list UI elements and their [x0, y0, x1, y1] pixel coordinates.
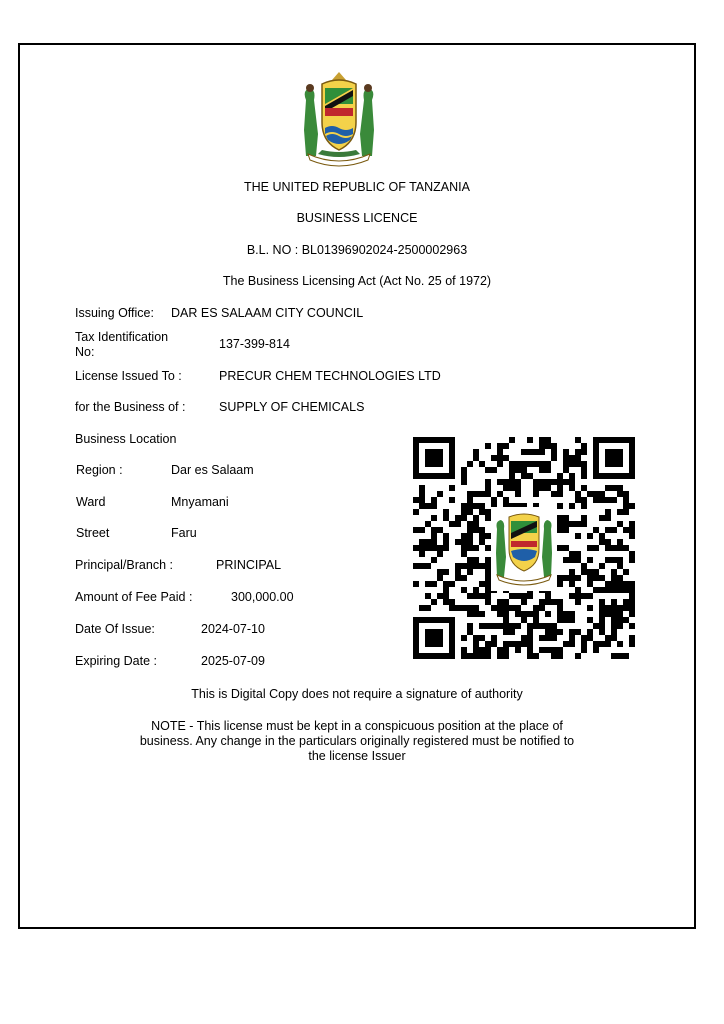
principal-branch-value: PRINCIPAL [216, 558, 282, 572]
principal-branch-label: Principal/Branch : [75, 558, 173, 572]
ward-value: Mnyamani [171, 495, 229, 509]
document-title: BUSINESS LICENCE [296, 211, 418, 225]
issuing-office-label: Issuing Office: [75, 306, 154, 320]
fee-paid-label: Amount of Fee Paid : [75, 590, 193, 604]
fee-paid-value: 300,000.00 [231, 590, 294, 604]
tin-value: 137-399-814 [219, 337, 290, 351]
bl-number: B.L. NO : BL01396902024-2500002963 [246, 243, 468, 257]
issued-to-label: License Issued To : [75, 369, 182, 383]
country-title: THE UNITED REPUBLIC OF TANZANIA [244, 180, 470, 194]
ward-label: Ward [76, 495, 106, 509]
licence-note: NOTE - This license must be kept in a conspicuous position at the place of business. Any change in the particulars originally registered must be notified to the license Issuer [139, 719, 575, 763]
business-of-label: for the Business of : [75, 400, 186, 414]
expiring-date-label: Expiring Date : [75, 654, 157, 668]
street-value: Faru [171, 526, 197, 540]
digital-copy-note: This is Digital Copy does not require a signature of authority [191, 687, 523, 701]
region-label: Region : [76, 463, 123, 477]
business-location-heading: Business Location [75, 432, 177, 446]
issuing-office-value: DAR ES SALAAM CITY COUNCIL [171, 306, 364, 320]
qr-emblem-icon [491, 507, 557, 591]
coat-of-arms-icon [294, 70, 384, 170]
tin-label: Tax Identification No: [75, 330, 169, 359]
region-value: Dar es Salaam [171, 463, 254, 477]
street-label: Street [76, 526, 110, 540]
expiring-date-value: 2025-07-09 [201, 654, 265, 668]
date-of-issue-label: Date Of Issue: [75, 622, 155, 636]
date-of-issue-value: 2024-07-10 [201, 622, 265, 636]
business-of-value: SUPPLY OF CHEMICALS [219, 400, 365, 414]
issued-to-value: PRECUR CHEM TECHNOLOGIES LTD [219, 369, 441, 383]
qr-code-icon [413, 437, 635, 659]
act-reference: The Business Licensing Act (Act No. 25 of 1972) [222, 274, 492, 288]
